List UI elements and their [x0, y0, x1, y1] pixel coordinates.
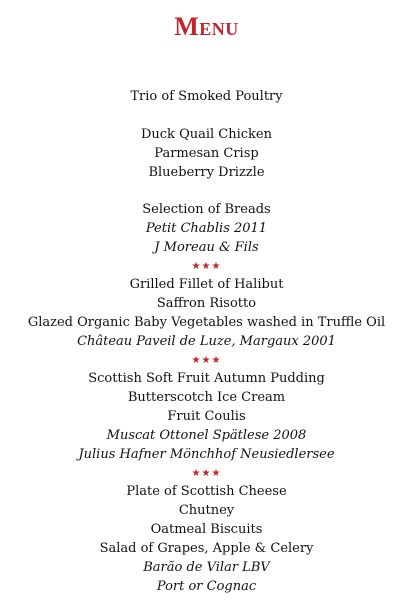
course-3-wine-2: J Moreau & Fils — [154, 240, 259, 255]
course-2-item-1: Duck Quail Chicken — [140, 127, 272, 142]
course-3-wine-1: Petit Chablis 2011 — [145, 221, 268, 236]
course-6-item-4: Salad of Grapes, Apple & Celery — [99, 541, 314, 556]
course-5-item-2: Butterscotch Ice Cream — [127, 390, 286, 405]
course-3-item-1: Selection of Breads — [142, 202, 271, 217]
course-1-item-1: Trio of Smoked Poultry — [130, 89, 283, 104]
course-4-item-3: Glazed Organic Baby Vegetables washed in Truffle Oil — [27, 315, 386, 330]
separator-stars-3: ★★★ — [191, 468, 222, 479]
course-6-wine-2: Port or Cognac — [156, 579, 257, 594]
menu-title: Menu — [174, 12, 239, 41]
course-5-wine-1: Muscat Ottonel Spätlese 2008 — [106, 428, 307, 443]
course-4-item-2: Saffron Risotto — [156, 296, 257, 311]
course-4-wine-1: Château Paveil de Luze, Margaux 2001 — [77, 334, 336, 349]
separator-stars-1: ★★★ — [191, 261, 222, 272]
course-4-item-1: Grilled Fillet of Halibut — [129, 277, 284, 292]
separator-stars-2: ★★★ — [191, 355, 222, 366]
course-2-item-2: Parmesan Crisp — [154, 146, 259, 161]
course-6-item-3: Oatmeal Biscuits — [150, 522, 263, 537]
course-6-item-2: Chutney — [178, 503, 235, 518]
course-5-wine-2: Julius Hafner Mönchhof Neusiedlersee — [78, 447, 335, 462]
course-6-wine-1: Barão de Vilar LBV — [143, 560, 270, 575]
course-2-item-3: Blueberry Drizzle — [148, 165, 265, 180]
course-5-item-3: Fruit Coulis — [167, 409, 246, 424]
course-6-item-1: Plate of Scottish Cheese — [126, 484, 287, 499]
course-5-item-1: Scottish Soft Fruit Autumn Pudding — [88, 371, 325, 386]
